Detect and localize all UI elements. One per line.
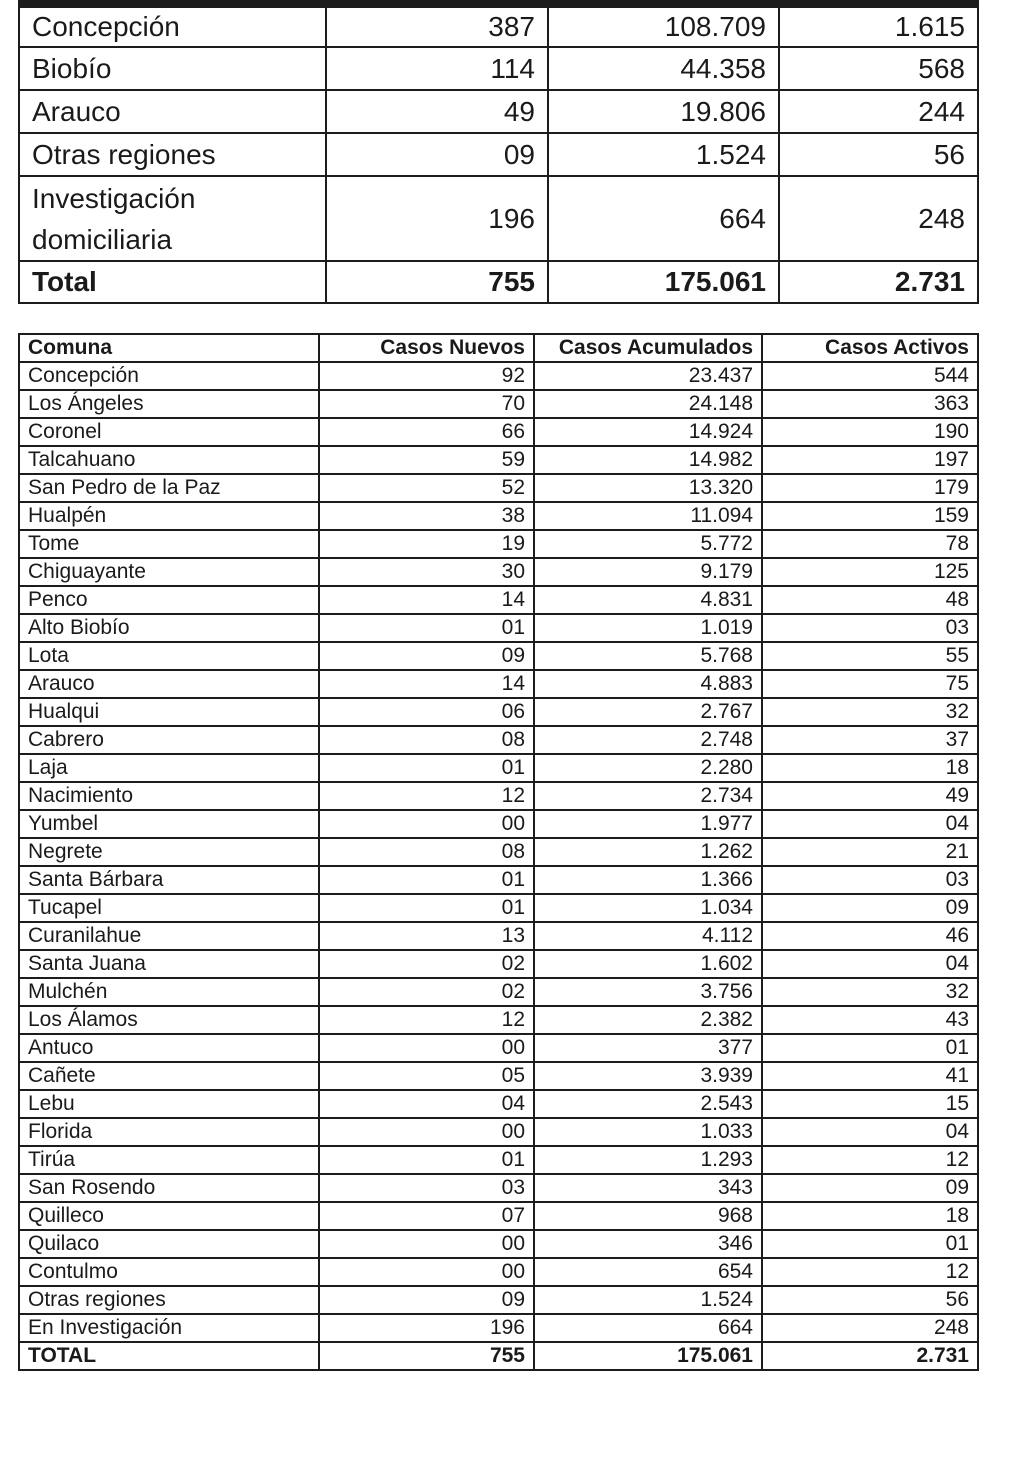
- summary-region-name-line: Investigación: [32, 182, 196, 214]
- table-row: [19, 446, 978, 474]
- summary-row: [19, 176, 978, 261]
- table-row: [19, 1118, 978, 1146]
- commune-casos-nuevos: 09: [319, 642, 534, 670]
- commune-casos-nuevos: 30: [319, 558, 534, 586]
- commune-name: Concepción: [19, 362, 319, 390]
- table-row: [19, 502, 978, 530]
- commune-casos-nuevos: 03: [319, 1174, 534, 1202]
- commune-casos-acumulados: 23.437: [534, 362, 762, 390]
- commune-name: Talcahuano: [19, 446, 319, 474]
- commune-name: Antuco: [19, 1034, 319, 1062]
- commune-casos-nuevos: 08: [319, 838, 534, 866]
- commune-casos-nuevos: 12: [319, 782, 534, 810]
- commune-casos-activos: 32: [762, 698, 978, 726]
- commune-casos-acumulados: 2.767: [534, 698, 762, 726]
- commune-casos-acumulados: 2.734: [534, 782, 762, 810]
- header-comuna: Comuna: [19, 334, 319, 362]
- commune-casos-activos: 21: [762, 838, 978, 866]
- commune-casos-acumulados: 9.179: [534, 558, 762, 586]
- table-row: [19, 390, 978, 418]
- commune-total-acumulados: 175.061: [534, 1342, 762, 1370]
- commune-casos-activos: 09: [762, 1174, 978, 1202]
- commune-name: Curanilahue: [19, 922, 319, 950]
- commune-casos-nuevos: 09: [319, 1286, 534, 1314]
- commune-casos-nuevos: 01: [319, 894, 534, 922]
- table-row: [19, 530, 978, 558]
- commune-casos-acumulados: 13.320: [534, 474, 762, 502]
- commune-casos-acumulados: 3.939: [534, 1062, 762, 1090]
- commune-casos-nuevos: 70: [319, 390, 534, 418]
- table-row: [19, 754, 978, 782]
- commune-casos-acumulados: 1.033: [534, 1118, 762, 1146]
- commune-total-row: [19, 1342, 978, 1370]
- commune-name: Arauco: [19, 670, 319, 698]
- commune-casos-nuevos: 07: [319, 1202, 534, 1230]
- summary-casos-acumulados: 664: [548, 176, 779, 261]
- table-row: [19, 978, 978, 1006]
- commune-casos-nuevos: 38: [319, 502, 534, 530]
- commune-casos-activos: 544: [762, 362, 978, 390]
- commune-casos-acumulados: 346: [534, 1230, 762, 1258]
- commune-casos-acumulados: 14.924: [534, 418, 762, 446]
- commune-name: Hualpén: [19, 502, 319, 530]
- summary-casos-nuevos: 09: [326, 133, 548, 176]
- commune-casos-activos: 78: [762, 530, 978, 558]
- table-row: [19, 810, 978, 838]
- table-row: [19, 1090, 978, 1118]
- commune-casos-activos: 18: [762, 754, 978, 782]
- commune-casos-activos: 48: [762, 586, 978, 614]
- table-row: [19, 1034, 978, 1062]
- commune-casos-nuevos: 00: [319, 810, 534, 838]
- commune-casos-activos: 03: [762, 614, 978, 642]
- commune-casos-acumulados: 4.883: [534, 670, 762, 698]
- commune-casos-nuevos: 01: [319, 614, 534, 642]
- commune-casos-nuevos: 13: [319, 922, 534, 950]
- table-row: [19, 1174, 978, 1202]
- table-row: [19, 894, 978, 922]
- commune-casos-activos: 32: [762, 978, 978, 1006]
- commune-casos-activos: 37: [762, 726, 978, 754]
- commune-casos-acumulados: 2.543: [534, 1090, 762, 1118]
- summary-casos-activos: 244: [779, 90, 978, 133]
- commune-casos-acumulados: 1.524: [534, 1286, 762, 1314]
- commune-casos-activos: 46: [762, 922, 978, 950]
- table-row: [19, 950, 978, 978]
- summary-casos-activos: 568: [779, 47, 978, 90]
- commune-casos-acumulados: 3.756: [534, 978, 762, 1006]
- summary-region-name: Arauco: [19, 90, 326, 133]
- commune-casos-acumulados: 1.602: [534, 950, 762, 978]
- summary-total-nuevos: 755: [326, 261, 548, 303]
- commune-casos-activos: 125: [762, 558, 978, 586]
- commune-casos-nuevos: 52: [319, 474, 534, 502]
- summary-region-name-line: domiciliaria: [32, 223, 173, 255]
- table-row: [19, 922, 978, 950]
- summary-total-acumulados: 175.061: [548, 261, 779, 303]
- commune-name: Chiguayante: [19, 558, 319, 586]
- commune-casos-nuevos: 59: [319, 446, 534, 474]
- summary-row: [19, 90, 978, 133]
- table-row: [19, 670, 978, 698]
- summary-casos-activos: 56: [779, 133, 978, 176]
- commune-casos-acumulados: 343: [534, 1174, 762, 1202]
- commune-name: Tome: [19, 530, 319, 558]
- table-row: [19, 782, 978, 810]
- summary-casos-acumulados: 1.524: [548, 133, 779, 176]
- table-row: [19, 1258, 978, 1286]
- commune-name: Quilaco: [19, 1230, 319, 1258]
- commune-name: Cañete: [19, 1062, 319, 1090]
- commune-casos-activos: 197: [762, 446, 978, 474]
- table-row: [19, 418, 978, 446]
- commune-casos-activos: 159: [762, 502, 978, 530]
- commune-casos-acumulados: 1.262: [534, 838, 762, 866]
- commune-name: Florida: [19, 1118, 319, 1146]
- commune-casos-acumulados: 1.019: [534, 614, 762, 642]
- summary-region-name: [19, 176, 326, 261]
- summary-casos-acumulados: 108.709: [548, 4, 779, 47]
- commune-casos-activos: 01: [762, 1230, 978, 1258]
- commune-casos-activos: 04: [762, 810, 978, 838]
- commune-name: Los Álamos: [19, 1006, 319, 1034]
- commune-name: En Investigación: [19, 1314, 319, 1342]
- commune-casos-nuevos: 00: [319, 1230, 534, 1258]
- commune-casos-nuevos: 19: [319, 530, 534, 558]
- commune-casos-nuevos: 04: [319, 1090, 534, 1118]
- commune-name: Cabrero: [19, 726, 319, 754]
- commune-casos-nuevos: 02: [319, 978, 534, 1006]
- table-row: [19, 1062, 978, 1090]
- summary-table: [18, 0, 979, 304]
- summary-casos-nuevos: 196: [326, 176, 548, 261]
- commune-casos-acumulados: 5.768: [534, 642, 762, 670]
- commune-casos-nuevos: 00: [319, 1118, 534, 1146]
- commune-table-body: [19, 362, 978, 1370]
- summary-region-name: Biobío: [19, 47, 326, 90]
- commune-casos-activos: 55: [762, 642, 978, 670]
- commune-casos-acumulados: 5.772: [534, 530, 762, 558]
- table-row: [19, 866, 978, 894]
- commune-name: Laja: [19, 754, 319, 782]
- commune-total-label: TOTAL: [19, 1342, 319, 1370]
- commune-total-nuevos: 755: [319, 1342, 534, 1370]
- commune-casos-activos: 75: [762, 670, 978, 698]
- commune-name: Negrete: [19, 838, 319, 866]
- table-row: [19, 558, 978, 586]
- table-row: [19, 1146, 978, 1174]
- commune-casos-activos: 01: [762, 1034, 978, 1062]
- table-row: [19, 1202, 978, 1230]
- commune-name: Santa Bárbara: [19, 866, 319, 894]
- commune-casos-acumulados: 11.094: [534, 502, 762, 530]
- commune-casos-nuevos: 01: [319, 1146, 534, 1174]
- commune-casos-activos: 41: [762, 1062, 978, 1090]
- commune-casos-acumulados: 4.831: [534, 586, 762, 614]
- commune-name: Hualqui: [19, 698, 319, 726]
- summary-region-name: Otras regiones: [19, 133, 326, 176]
- commune-name: Contulmo: [19, 1258, 319, 1286]
- commune-casos-activos: 09: [762, 894, 978, 922]
- table-row: [19, 1314, 978, 1342]
- commune-casos-acumulados: 2.748: [534, 726, 762, 754]
- summary-row: [19, 47, 978, 90]
- commune-casos-nuevos: 05: [319, 1062, 534, 1090]
- commune-casos-nuevos: 14: [319, 586, 534, 614]
- summary-total-label: Total: [19, 261, 326, 303]
- commune-casos-nuevos: 08: [319, 726, 534, 754]
- summary-row: [19, 4, 978, 47]
- table-row: [19, 362, 978, 390]
- commune-casos-acumulados: 2.382: [534, 1006, 762, 1034]
- table-row: [19, 614, 978, 642]
- commune-name: Tucapel: [19, 894, 319, 922]
- commune-casos-nuevos: 06: [319, 698, 534, 726]
- commune-casos-nuevos: 66: [319, 418, 534, 446]
- commune-casos-activos: 15: [762, 1090, 978, 1118]
- commune-casos-activos: 18: [762, 1202, 978, 1230]
- commune-casos-acumulados: 664: [534, 1314, 762, 1342]
- commune-name: Lebu: [19, 1090, 319, 1118]
- header-casos-acumulados: Casos Acumulados: [534, 334, 762, 362]
- commune-casos-nuevos: 01: [319, 754, 534, 782]
- commune-casos-nuevos: 00: [319, 1034, 534, 1062]
- commune-casos-activos: 56: [762, 1286, 978, 1314]
- commune-casos-activos: 12: [762, 1146, 978, 1174]
- summary-casos-nuevos: 387: [326, 4, 548, 47]
- commune-total-activos: 2.731: [762, 1342, 978, 1370]
- commune-casos-acumulados: 1.977: [534, 810, 762, 838]
- commune-name: Yumbel: [19, 810, 319, 838]
- commune-casos-acumulados: 654: [534, 1258, 762, 1286]
- commune-name: Tirúa: [19, 1146, 319, 1174]
- commune-name: San Pedro de la Paz: [19, 474, 319, 502]
- commune-casos-acumulados: 14.982: [534, 446, 762, 474]
- commune-casos-acumulados: 377: [534, 1034, 762, 1062]
- commune-casos-nuevos: 92: [319, 362, 534, 390]
- commune-casos-activos: 248: [762, 1314, 978, 1342]
- commune-casos-nuevos: 196: [319, 1314, 534, 1342]
- table-row: [19, 642, 978, 670]
- commune-name: Penco: [19, 586, 319, 614]
- commune-casos-acumulados: 2.280: [534, 754, 762, 782]
- commune-name: Nacimiento: [19, 782, 319, 810]
- commune-casos-activos: 49: [762, 782, 978, 810]
- commune-casos-activos: 04: [762, 1118, 978, 1146]
- commune-casos-acumulados: 24.148: [534, 390, 762, 418]
- commune-table: [18, 333, 979, 1371]
- commune-casos-nuevos: 00: [319, 1258, 534, 1286]
- table-row: [19, 838, 978, 866]
- commune-name: Coronel: [19, 418, 319, 446]
- table-row: [19, 1230, 978, 1258]
- header-casos-activos: Casos Activos: [762, 334, 978, 362]
- commune-name: San Rosendo: [19, 1174, 319, 1202]
- commune-name: Santa Juana: [19, 950, 319, 978]
- commune-casos-acumulados: 1.366: [534, 866, 762, 894]
- summary-casos-activos: 248: [779, 176, 978, 261]
- commune-casos-activos: 43: [762, 1006, 978, 1034]
- table-row: [19, 1286, 978, 1314]
- header-casos-nuevos: Casos Nuevos: [319, 334, 534, 362]
- commune-casos-nuevos: 01: [319, 866, 534, 894]
- commune-name: Los Ángeles: [19, 390, 319, 418]
- commune-name: Alto Biobío: [19, 614, 319, 642]
- commune-casos-nuevos: 02: [319, 950, 534, 978]
- summary-casos-activos: 1.615: [779, 4, 978, 47]
- commune-casos-activos: 190: [762, 418, 978, 446]
- summary-region-name: Concepción: [19, 4, 326, 47]
- commune-casos-activos: 179: [762, 474, 978, 502]
- commune-name: Otras regiones: [19, 1286, 319, 1314]
- commune-casos-acumulados: 4.112: [534, 922, 762, 950]
- summary-casos-acumulados: 44.358: [548, 47, 779, 90]
- commune-casos-nuevos: 12: [319, 1006, 534, 1034]
- commune-name: Quilleco: [19, 1202, 319, 1230]
- table-row: [19, 586, 978, 614]
- commune-casos-activos: 03: [762, 866, 978, 894]
- commune-casos-nuevos: 14: [319, 670, 534, 698]
- commune-casos-activos: 12: [762, 1258, 978, 1286]
- summary-row: [19, 133, 978, 176]
- commune-table-header-row: [19, 334, 978, 362]
- commune-casos-acumulados: 968: [534, 1202, 762, 1230]
- table-row: [19, 698, 978, 726]
- commune-name: Lota: [19, 642, 319, 670]
- table-row: [19, 474, 978, 502]
- commune-casos-acumulados: 1.034: [534, 894, 762, 922]
- table-row: [19, 726, 978, 754]
- summary-table-body: [19, 4, 978, 303]
- summary-casos-nuevos: 49: [326, 90, 548, 133]
- commune-casos-activos: 363: [762, 390, 978, 418]
- summary-total-row: [19, 261, 978, 303]
- summary-total-activos: 2.731: [779, 261, 978, 303]
- summary-casos-acumulados: 19.806: [548, 90, 779, 133]
- summary-casos-nuevos: 114: [326, 47, 548, 90]
- commune-casos-activos: 04: [762, 950, 978, 978]
- commune-name: Mulchén: [19, 978, 319, 1006]
- commune-casos-acumulados: 1.293: [534, 1146, 762, 1174]
- table-row: [19, 1006, 978, 1034]
